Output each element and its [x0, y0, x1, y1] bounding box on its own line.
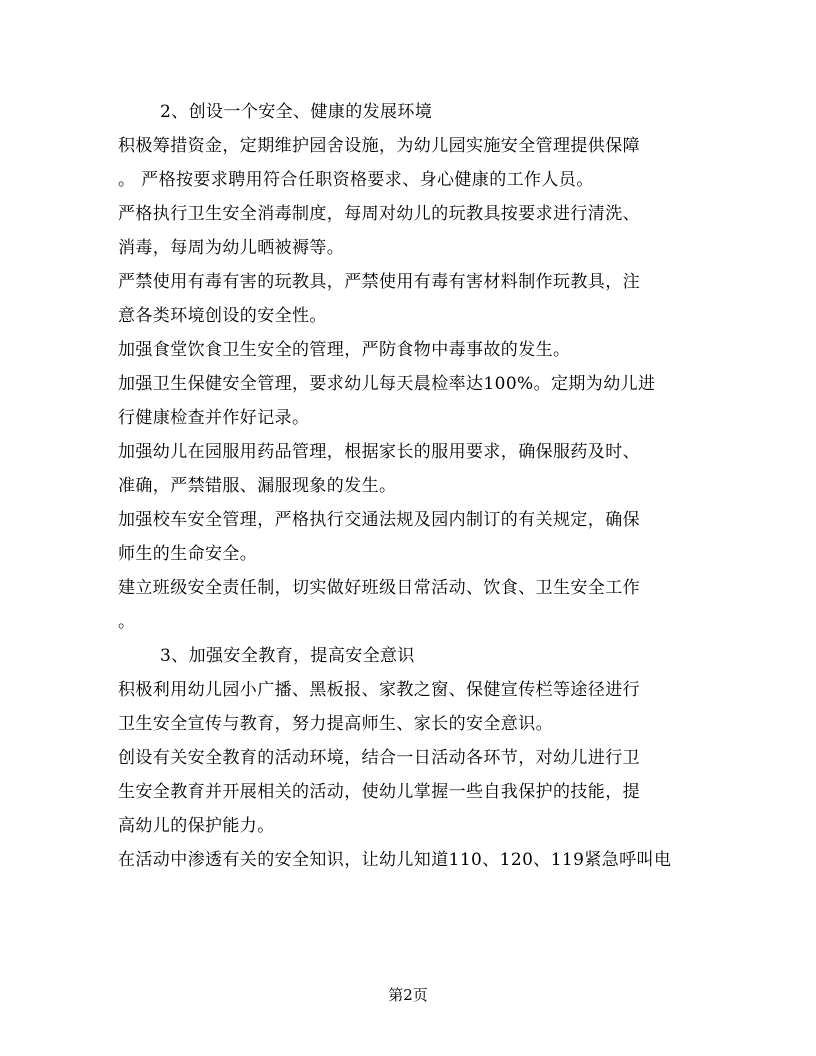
- body-line: 加强卫生保健安全管理，要求幼儿每天晨检率达100%。定期为幼儿进: [118, 374, 656, 394]
- section-heading-2: 2、创设一个安全、健康的发展环境: [160, 102, 433, 122]
- body-line: 消毒，每周为幼儿晒被褥等。: [118, 238, 345, 258]
- body-line: 建立班级安全责任制，切实做好班级日常活动、饮食、卫生安全工作: [118, 578, 640, 598]
- body-line: 创设有关安全教育的活动环境，结合一日活动各环节，对幼儿进行卫: [118, 748, 640, 768]
- body-line: 严禁使用有毒有害的玩教具，严禁使用有毒有害材料制作玩教具，注: [118, 272, 640, 292]
- body-line: 严格执行卫生安全消毒制度，每周对幼儿的玩教具按要求进行清洗、: [118, 204, 640, 224]
- body-line: 积极利用幼儿园小广播、黑板报、家教之窗、保健宣传栏等途径进行: [118, 680, 640, 700]
- body-line: 高幼儿的保护能力。: [118, 816, 275, 836]
- body-line: 。 严格按要求聘用符合任职资格要求、身心健康的工作人员。: [118, 170, 594, 190]
- body-line: 加强幼儿在园服用药品管理，根据家长的服用要求，确保服药及时、: [118, 442, 640, 462]
- body-line: 加强校车安全管理，严格执行交通法规及园内制订的有关规定，确保: [118, 510, 640, 530]
- body-line: 师生的生命安全。: [118, 544, 258, 564]
- document-body: [118, 95, 703, 877]
- page-number: 第2页: [388, 986, 428, 1004]
- body-line: 准确，严禁错服、漏服现象的发生。: [118, 476, 397, 496]
- body-line: 意各类环境创设的安全性。: [118, 306, 327, 326]
- body-line: 在活动中渗透有关的安全知识，让幼儿知道110、120、119紧急呼叫电: [118, 850, 672, 870]
- body-line: 卫生安全宣传与教育，努力提高师生、家长的安全意识。: [118, 714, 553, 734]
- body-line: 积极筹措资金，定期维护园舍设施，为幼儿园实施安全管理提供保障: [118, 136, 640, 156]
- body-line: 加强食堂饮食卫生安全的管理，严防食物中毒事故的发生。: [118, 340, 571, 360]
- body-line: 行健康检查并作好记录。: [118, 408, 310, 428]
- body-line: 。: [118, 612, 136, 632]
- body-line: 生安全教育并开展相关的活动，使幼儿掌握一些自我保护的技能，提: [118, 782, 640, 802]
- section-heading-3: 3、加强安全教育，提高安全意识: [160, 646, 415, 666]
